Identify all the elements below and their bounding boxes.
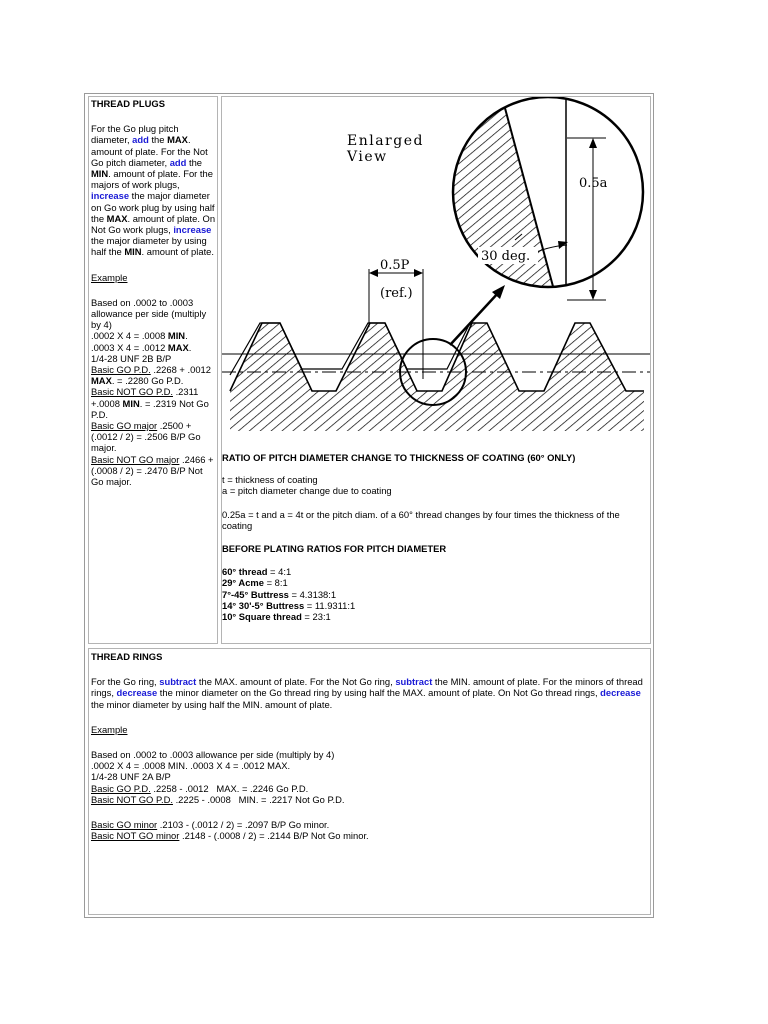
angle-label: 30 deg.	[481, 249, 531, 264]
example-line: 1/4-28 UNF 2B B/P	[91, 352, 172, 364]
example-line: Basic GO major .2500 + (.0012 / 2) = .2506 B/P Go major.	[91, 420, 201, 454]
ratio-row: 7°-45° Buttress = 4.3138:1	[222, 588, 337, 600]
example-line: Basic GO P.D. .2258 - .0012 MAX. = .2246 Go P.D.	[91, 782, 309, 794]
ratio-row: 60° thread = 4:1	[222, 566, 292, 578]
thread-plugs-example-intro: Based on .0002 to .0003 allowance per side (multiply by 4)	[91, 296, 207, 331]
example-line: Basic GO P.D. .2268 + .0012 MAX. = .2280 Go P.D.	[91, 364, 211, 387]
ratio-row: 10° Square thread = 23:1	[222, 611, 331, 623]
thread-diagram	[222, 97, 650, 449]
ref-label: (ref.)	[380, 286, 413, 301]
example-line: .0002 X 4 = .0008 MIN.	[91, 330, 188, 342]
enlarged-label: Enlarged	[347, 133, 424, 149]
thread-profile	[222, 323, 650, 449]
example-line: 1/4-28 UNF 2A B/P	[91, 771, 171, 783]
example-line: Basic NOT GO major .2466 + (.0008 / 2) = .2470 B/P Not Go major.	[91, 453, 214, 488]
before-plating-title: BEFORE PLATING RATIOS FOR PITCH DIAMETER	[222, 543, 447, 555]
example-line: Basic NOT GO P.D. .2311 +.0008 MIN. = .2319 Not Go P.D.	[91, 386, 209, 420]
ratio-row: 29° Acme = 8:1	[222, 577, 288, 589]
thread-plugs-section	[91, 98, 217, 487]
ratio-statement: 0.25a = t and a = 4t or the pitch diam. of a 60° thread changes by four times the thickness of the coating	[222, 508, 620, 531]
example-line: .0002 X 4 = .0008 MIN. .0003 X 4 = .0012 MAX.	[91, 760, 291, 772]
thread-plugs-paragraph: For the Go plug pitch diameter, add the MAX. amount of plate. For the Not Go pitch diameter, add the MIN. amount of plate. For the majors of work plugs, increase the major diameter on Go work plug by using half the MAX. amount of plate. On Not Go work plugs, increase the major diameter by using half the MIN. amount of plate.	[91, 123, 216, 258]
enlarged-view-detail	[422, 97, 566, 305]
thread-rings-example-label: Example	[91, 723, 128, 735]
thread-rings-title: THREAD RINGS	[91, 651, 163, 662]
thread-rings-example-intro: Based on .0002 to .0003 allowance per side (multiply by 4)	[91, 749, 335, 761]
thread-rings-section	[91, 651, 647, 841]
example-line: Basic GO minor .2103 - (.0012 / 2) = .2097 B/P Go minor.	[91, 819, 330, 831]
pitch-label: 0.5P	[380, 258, 410, 273]
dim-05a-label: 0.5a	[579, 176, 608, 191]
ratio-row: 14° 30'-5° Buttress = 11.9311:1	[222, 599, 356, 611]
example-line: Basic NOT GO P.D. .2225 - .0008 MIN. = .2217 Not Go P.D.	[91, 793, 345, 805]
a-definition: a = pitch diameter change due to coating	[222, 485, 392, 497]
t-definition: t = thickness of coating	[222, 474, 318, 486]
ratio-section	[222, 452, 648, 622]
ratio-title: RATIO OF PITCH DIAMETER CHANGE TO THICKNESS OF COATING (60° ONLY)	[222, 452, 576, 463]
thread-plugs-title: THREAD PLUGS	[91, 98, 165, 109]
example-line: .0003 X 4 = .0012 MAX.	[91, 341, 192, 353]
thread-rings-paragraph: For the Go ring, subtract the MAX. amount of plate. For the Not Go ring, subtract the MIN. amount of plate. For the minors of thread rings, decrease the minor diameter on the Go thread ring by using half the MAX. amount of plate. On Not Go thread rings, decrease the minor diameter by using half the MIN. amount of plate.	[91, 676, 643, 710]
thread-plugs-example-label: Example	[91, 271, 128, 283]
example-line: Basic NOT GO minor .2148 - (.0008 / 2) = .2144 B/P Not Go minor.	[91, 830, 369, 842]
view-label: View	[347, 149, 388, 165]
